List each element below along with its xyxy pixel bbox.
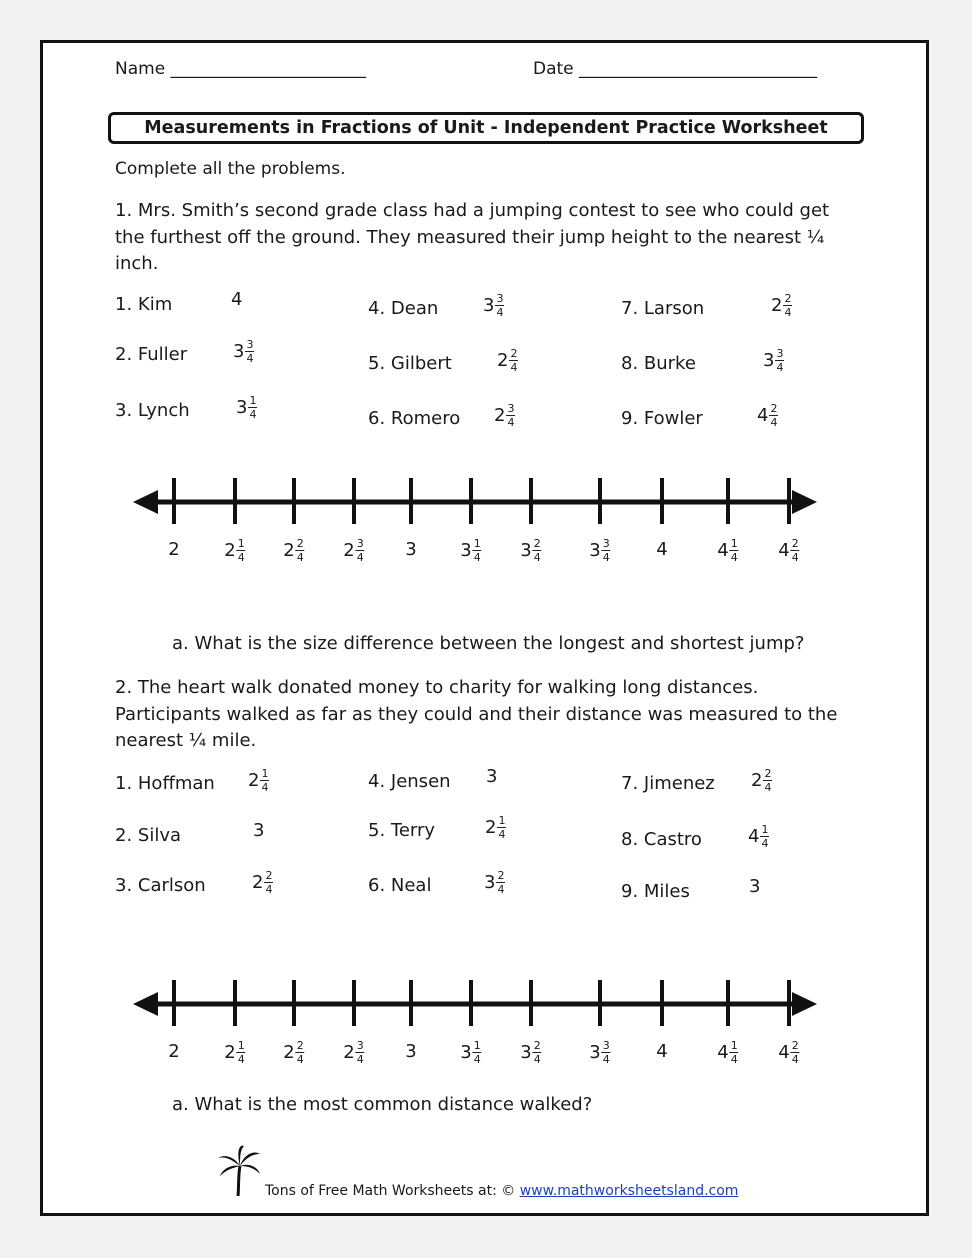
item-label: 3. Lynch [115, 400, 190, 421]
number-line-label [283, 1040, 304, 1065]
fraction-numerator: 1 [473, 1039, 481, 1052]
mixed-number [460, 538, 481, 563]
fraction-numerator: 3 [356, 1039, 364, 1052]
fraction [296, 1040, 305, 1065]
fraction-denominator: 4 [761, 837, 769, 850]
fraction-denominator: 4 [602, 1053, 610, 1066]
number-line-label [778, 538, 799, 563]
item-value [763, 348, 784, 373]
item-label: 2. Silva [115, 825, 182, 846]
fraction [730, 1040, 739, 1065]
fraction-denominator: 4 [496, 306, 504, 319]
fraction [791, 1040, 800, 1065]
fraction-denominator: 4 [791, 1053, 799, 1066]
item-value [484, 870, 505, 895]
whole-part: 3 [520, 1042, 532, 1063]
mixed-number [405, 1041, 416, 1062]
problem2-prompt: 2. The heart walk donated money to charity for walking long distances. Participants walked as far as they could and their distance was measured to the nearest ¼ mile. [115, 677, 838, 751]
mixed-number [589, 538, 610, 563]
worksheet-title: Measurements in Fractions of Unit - Independent Practice Worksheet [108, 112, 864, 144]
whole-part: 4 [656, 538, 668, 560]
fraction-denominator: 4 [784, 306, 792, 319]
fraction [296, 538, 305, 563]
whole-part: 2 [283, 1042, 295, 1063]
right-arrow-icon [792, 992, 817, 1016]
mixed-number [520, 1040, 541, 1065]
whole-part: 3 [460, 540, 472, 561]
item-value [486, 766, 497, 787]
number-line-1 [0, 470, 972, 540]
problem1-question: a. What is the size difference between the longest and shortest jump? [172, 633, 805, 654]
item-value [248, 768, 269, 793]
mixed-number [778, 538, 799, 563]
item-value [771, 293, 792, 318]
fraction-numerator: 2 [791, 537, 799, 550]
number-line-label [343, 538, 364, 563]
whole-part: 2 [224, 1042, 236, 1063]
mixed-number [405, 539, 416, 560]
fraction [602, 1040, 611, 1065]
fraction [473, 538, 482, 563]
mixed-number [656, 539, 667, 560]
fraction [602, 538, 611, 563]
whole-part: 3 [763, 350, 775, 371]
whole-part: 2 [485, 817, 497, 838]
item-value [751, 768, 772, 793]
fraction-numerator: 2 [533, 537, 541, 550]
fraction-denominator: 4 [510, 361, 518, 374]
fraction-denominator: 4 [770, 416, 778, 429]
fraction [473, 1040, 482, 1065]
fraction-numerator: 1 [473, 537, 481, 550]
whole-part: 3 [236, 397, 248, 418]
mixed-number [589, 1040, 610, 1065]
fraction-numerator: 3 [496, 292, 504, 305]
mixed-number [484, 870, 505, 895]
fraction-numerator: 3 [507, 402, 515, 415]
fraction [509, 348, 518, 373]
number-line-label [520, 538, 541, 563]
fraction-denominator: 4 [533, 551, 541, 564]
fraction-numerator: 1 [261, 767, 269, 780]
whole-part: 2 [343, 1042, 355, 1063]
item-label: 5. Terry [368, 820, 436, 841]
item-value [749, 876, 760, 897]
whole-part: 4 [748, 826, 760, 847]
item-value [497, 348, 518, 373]
mixed-number [343, 1040, 364, 1065]
mixed-number [248, 768, 269, 793]
palm-tree-icon [216, 1144, 262, 1198]
fraction [496, 870, 505, 895]
item-value [231, 289, 242, 310]
fraction-numerator: 2 [770, 402, 778, 415]
number-line-label [405, 538, 416, 560]
number-line-label [778, 1040, 799, 1065]
item-label: 8. Castro [621, 829, 702, 850]
whole-part: 3 [405, 1040, 417, 1062]
item-value [485, 815, 506, 840]
fraction-numerator: 3 [602, 537, 610, 550]
item-value [483, 293, 504, 318]
fraction-denominator: 4 [265, 883, 273, 896]
item-label: 7. Larson [621, 298, 705, 319]
fraction [763, 768, 772, 793]
number-line-label [656, 538, 667, 560]
fraction-denominator: 4 [356, 1053, 364, 1066]
whole-part: 4 [717, 1042, 729, 1063]
fraction-denominator: 4 [764, 781, 772, 794]
fraction [356, 538, 365, 563]
fraction-numerator: 1 [249, 394, 257, 407]
fraction-denominator: 4 [533, 1053, 541, 1066]
fraction [237, 538, 246, 563]
item-value [233, 339, 254, 364]
mixed-number [763, 348, 784, 373]
mixed-number [168, 1041, 179, 1062]
fraction-numerator: 3 [246, 338, 254, 351]
fraction-numerator: 1 [237, 1039, 245, 1052]
whole-part: 3 [460, 1042, 472, 1063]
number-line-label [717, 1040, 738, 1065]
mixed-number [483, 293, 504, 318]
fraction-numerator: 1 [730, 537, 738, 550]
fraction-numerator: 2 [497, 869, 505, 882]
mixed-number [283, 538, 304, 563]
whole-part: 4 [778, 1042, 790, 1063]
item-label: 6. Neal [368, 875, 432, 896]
mixed-number [233, 339, 254, 364]
mixed-number [751, 768, 772, 793]
fraction [730, 538, 739, 563]
whole-part: 4 [717, 540, 729, 561]
fraction-denominator: 4 [237, 1053, 245, 1066]
fraction-numerator: 3 [356, 537, 364, 550]
mixed-number [252, 870, 273, 895]
number-line-label [717, 538, 738, 563]
fraction-numerator: 3 [776, 347, 784, 360]
whole-part: 2 [497, 350, 509, 371]
fraction-denominator: 4 [730, 551, 738, 564]
mixed-number [224, 538, 245, 563]
whole-part: 2 [168, 1040, 180, 1062]
mixed-number [224, 1040, 245, 1065]
whole-part: 3 [405, 538, 417, 560]
fraction [260, 768, 269, 793]
fraction [533, 538, 542, 563]
mixed-number [236, 395, 257, 420]
fraction [497, 815, 506, 840]
item-label: 6. Romero [368, 408, 461, 429]
whole-part: 2 [343, 540, 355, 561]
mixed-number [656, 1041, 667, 1062]
number-line-label [460, 1040, 481, 1065]
number-line-label [168, 538, 179, 560]
fraction [248, 395, 257, 420]
item-label: 5. Gilbert [368, 353, 452, 374]
item-label: 3. Carlson [115, 875, 206, 896]
mixed-number [717, 538, 738, 563]
mixed-number [749, 876, 760, 897]
whole-part: 2 [168, 538, 180, 560]
problem2-question: a. What is the most common distance walked? [172, 1094, 593, 1115]
item-value [494, 403, 515, 428]
fraction [775, 348, 784, 373]
mixed-number [283, 1040, 304, 1065]
whole-part: 4 [778, 540, 790, 561]
fraction-denominator: 4 [473, 1053, 481, 1066]
footer-website-link[interactable]: www.mathworksheetsland.com [519, 1183, 739, 1199]
whole-part: 2 [771, 295, 783, 316]
fraction [760, 824, 769, 849]
fraction-numerator: 1 [237, 537, 245, 550]
mixed-number [168, 539, 179, 560]
fraction [506, 403, 515, 428]
number-line-label [224, 538, 245, 563]
instructions: Complete all the problems. [115, 159, 346, 179]
fraction-numerator: 2 [296, 1039, 304, 1052]
mixed-number [231, 289, 242, 310]
fraction [791, 538, 800, 563]
mixed-number [757, 403, 778, 428]
mixed-number [771, 293, 792, 318]
fraction [245, 339, 254, 364]
item-label: 9. Miles [621, 881, 690, 902]
fraction-denominator: 4 [246, 352, 254, 365]
fraction-denominator: 4 [261, 781, 269, 794]
fraction-numerator: 1 [761, 823, 769, 836]
mixed-number [486, 766, 497, 787]
fraction-denominator: 4 [602, 551, 610, 564]
fraction-denominator: 4 [776, 361, 784, 374]
mixed-number [485, 815, 506, 840]
fraction-numerator: 2 [791, 1039, 799, 1052]
fraction [769, 403, 778, 428]
fraction-denominator: 4 [237, 551, 245, 564]
item-label: 4. Dean [368, 298, 439, 319]
footer-text: Tons of Free Math Worksheets at: © [265, 1183, 520, 1199]
number-line-label [589, 538, 610, 563]
fraction-numerator: 2 [510, 347, 518, 360]
right-arrow-icon [792, 490, 817, 514]
mixed-number [778, 1040, 799, 1065]
fraction-numerator: 2 [764, 767, 772, 780]
item-label: 2. Fuller [115, 344, 188, 365]
mixed-number [343, 538, 364, 563]
number-line-label [168, 1040, 179, 1062]
whole-part: 2 [751, 770, 763, 791]
whole-part: 4 [757, 405, 769, 426]
fraction-denominator: 4 [791, 551, 799, 564]
whole-part: 3 [483, 295, 495, 316]
number-line-label [224, 1040, 245, 1065]
item-value [236, 395, 257, 420]
mixed-number [460, 1040, 481, 1065]
footer [265, 1183, 738, 1199]
mixed-number [497, 348, 518, 373]
fraction [783, 293, 792, 318]
fraction-denominator: 4 [356, 551, 364, 564]
fraction [264, 870, 273, 895]
whole-part: 3 [589, 540, 601, 561]
whole-part: 3 [486, 766, 498, 787]
fraction-denominator: 4 [507, 416, 515, 429]
mixed-number [748, 824, 769, 849]
name-field-label: Name _______________________ [115, 59, 367, 79]
mixed-number [520, 538, 541, 563]
fraction-numerator: 2 [265, 869, 273, 882]
whole-part: 2 [224, 540, 236, 561]
fraction [533, 1040, 542, 1065]
mixed-number [494, 403, 515, 428]
fraction-numerator: 1 [730, 1039, 738, 1052]
whole-part: 2 [252, 872, 264, 893]
fraction-numerator: 1 [498, 814, 506, 827]
whole-part: 2 [494, 405, 506, 426]
whole-part: 2 [283, 540, 295, 561]
item-label: 8. Burke [621, 353, 696, 374]
fraction-denominator: 4 [497, 883, 505, 896]
fraction-numerator: 2 [296, 537, 304, 550]
whole-part: 3 [253, 820, 265, 841]
item-label: 4. Jensen [368, 771, 451, 792]
whole-part: 4 [231, 289, 243, 310]
whole-part: 4 [656, 1040, 668, 1062]
fraction-denominator: 4 [296, 551, 304, 564]
left-arrow-icon [133, 992, 158, 1016]
fraction-denominator: 4 [730, 1053, 738, 1066]
item-value [252, 870, 273, 895]
item-label: 1. Hoffman [115, 773, 215, 794]
number-line-label [283, 538, 304, 563]
whole-part: 3 [589, 1042, 601, 1063]
number-line-2 [0, 972, 972, 1042]
number-line-label [405, 1040, 416, 1062]
number-line-label [343, 1040, 364, 1065]
fraction-numerator: 3 [602, 1039, 610, 1052]
fraction-numerator: 2 [533, 1039, 541, 1052]
item-value [757, 403, 778, 428]
fraction-denominator: 4 [498, 828, 506, 841]
date-field-label: Date ____________________________ [533, 59, 818, 79]
item-value [253, 820, 264, 841]
item-label: 9. Fowler [621, 408, 703, 429]
problem1-prompt: 1. Mrs. Smith’s second grade class had a jumping contest to see who could get the furthest off the ground. They measured their jump height to the nearest ¼ inch. [115, 200, 830, 274]
whole-part: 3 [484, 872, 496, 893]
left-arrow-icon [133, 490, 158, 514]
fraction [495, 293, 504, 318]
fraction [356, 1040, 365, 1065]
number-line-label [520, 1040, 541, 1065]
fraction-denominator: 4 [249, 408, 257, 421]
whole-part: 2 [248, 770, 260, 791]
number-line-label [656, 1040, 667, 1062]
item-label: 1. Kim [115, 294, 173, 315]
fraction-denominator: 4 [296, 1053, 304, 1066]
fraction-numerator: 2 [784, 292, 792, 305]
item-label: 7. Jimenez [621, 773, 715, 794]
whole-part: 3 [233, 341, 245, 362]
mixed-number [717, 1040, 738, 1065]
whole-part: 3 [520, 540, 532, 561]
fraction-denominator: 4 [473, 551, 481, 564]
fraction [237, 1040, 246, 1065]
whole-part: 3 [749, 876, 761, 897]
number-line-label [460, 538, 481, 563]
mixed-number [253, 820, 264, 841]
number-line-label [589, 1040, 610, 1065]
item-value [748, 824, 769, 849]
